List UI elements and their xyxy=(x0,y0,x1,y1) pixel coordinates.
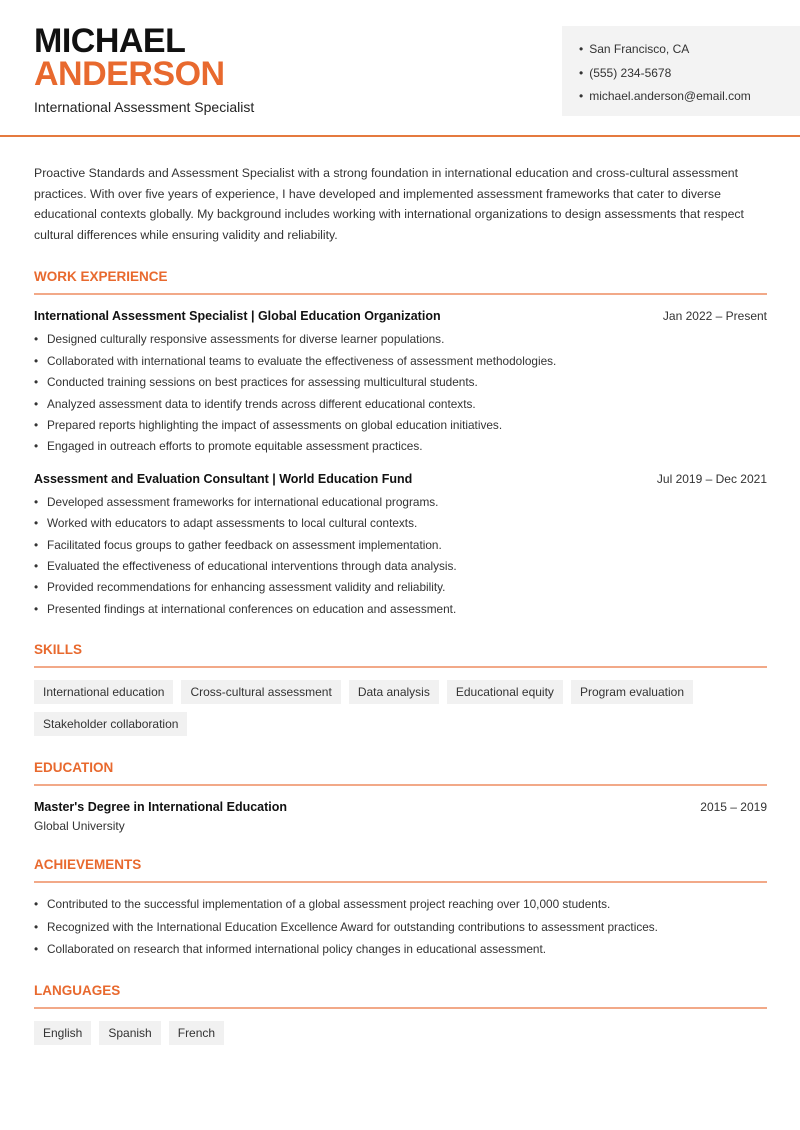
skill-tag: Cross-cultural assessment xyxy=(181,680,340,704)
section-heading-work: WORK EXPERIENCE xyxy=(34,269,767,295)
section-heading-languages: LANGUAGES xyxy=(34,983,767,1009)
language-tag: English xyxy=(34,1021,91,1045)
last-name: ANDERSON xyxy=(34,55,225,93)
summary: Proactive Standards and Assessment Specialist with a strong foundation in international education and cross-cultural assessment practices. With over five years of experience, I have developed and implemented assessment frameworks that cater to diverse educational contexts globally. My background includes working with international organizations to design assessments that respect cultural differences while ensuring validity and reliability. xyxy=(34,166,744,242)
first-name: MICHAEL xyxy=(34,22,186,60)
list-item: • Conducted training sessions on best practices for assessing multicultural students. xyxy=(34,372,767,393)
language-tag: Spanish xyxy=(99,1021,160,1045)
list-item: • Collaborated on research that informed international policy changes in educational assessment. xyxy=(34,938,767,961)
job-entry-date: Jul 2019 – Dec 2021 xyxy=(656,471,767,486)
list-item: • Worked with educators to adapt assessments to local cultural contexts. xyxy=(34,513,767,534)
job-title: International Assessment Specialist xyxy=(34,99,255,115)
list-item: • Contributed to the successful implementation of a global assessment project reaching over 10,000 students. xyxy=(34,893,767,916)
section-heading-achievements: ACHIEVEMENTS xyxy=(34,857,767,883)
list-item: • Designed culturally responsive assessments for diverse learner populations. xyxy=(34,329,767,350)
section-heading-education: EDUCATION xyxy=(34,760,767,786)
job-entry xyxy=(34,309,767,457)
skill-tag: Stakeholder collaboration xyxy=(34,712,187,736)
job-entry xyxy=(34,472,767,620)
education-date: 2015 – 2019 xyxy=(700,800,767,815)
languages-list xyxy=(34,1021,767,1045)
language-tag: French xyxy=(169,1021,224,1045)
contact-location: • San Francisco, CA xyxy=(579,38,800,62)
skill-tag: Data analysis xyxy=(349,680,439,704)
list-item: • Prepared reports highlighting the impact of assessments on global education initiatives. xyxy=(34,415,767,436)
job-entry-title: International Assessment Specialist | Global Education Organization xyxy=(34,309,441,324)
list-item: • Developed assessment frameworks for international educational programs. xyxy=(34,492,767,513)
job-entry-date: Jan 2022 – Present xyxy=(662,309,767,324)
contact-phone: • (555) 234-5678 xyxy=(579,62,800,86)
list-item: • Collaborated with international teams to evaluate the effectiveness of assessment methodologies. xyxy=(34,351,767,372)
contact-box xyxy=(562,26,800,116)
list-item: • Engaged in outreach efforts to promote equitable assessment practices. xyxy=(34,436,767,457)
school: Global University xyxy=(34,819,125,834)
list-item: • Recognized with the International Education Excellence Award for outstanding contributions to assessment practices. xyxy=(34,916,767,939)
list-item: • Evaluated the effectiveness of educational interventions through data analysis. xyxy=(34,556,767,577)
job-entry-title: Assessment and Evaluation Consultant | World Education Fund xyxy=(34,471,413,486)
skill-tag: International education xyxy=(34,680,173,704)
skill-tag: Program evaluation xyxy=(571,680,693,704)
list-item: • Facilitated focus groups to gather feedback on assessment implementation. xyxy=(34,535,767,556)
contact-email: • michael.anderson@email.com xyxy=(579,85,800,109)
degree: Master's Degree in International Education xyxy=(34,800,288,815)
list-item: • Provided recommendations for enhancing assessment validity and reliability. xyxy=(34,577,767,598)
skill-tag: Educational equity xyxy=(447,680,563,704)
skills-list xyxy=(34,680,767,736)
section-heading-skills: SKILLS xyxy=(34,642,767,668)
list-item: • Presented findings at international conferences on education and assessment. xyxy=(34,599,767,620)
list-item: • Analyzed assessment data to identify trends across different educational contexts. xyxy=(34,394,767,415)
resume-header xyxy=(0,0,800,137)
